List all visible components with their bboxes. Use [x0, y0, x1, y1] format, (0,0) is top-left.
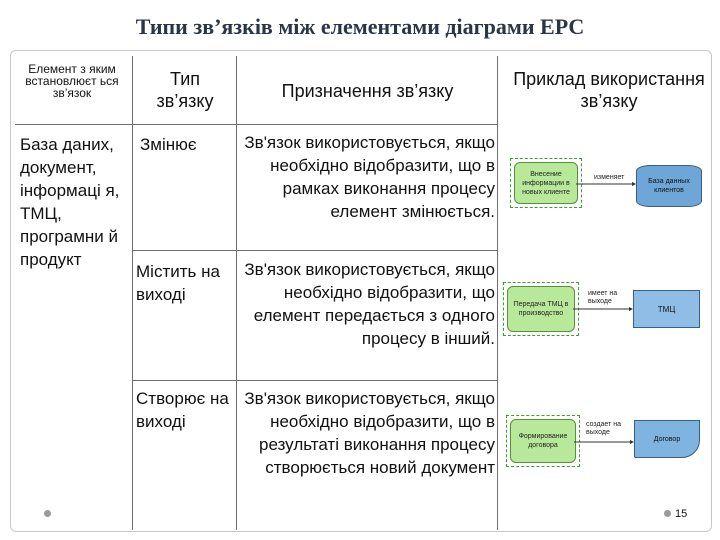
row3-type: Створює на виході — [136, 389, 229, 431]
example1-function: Внесение информации в новых клиенте — [514, 162, 578, 204]
example3-object: Договор — [634, 420, 700, 458]
header-example: Приклад використання зв’язку — [513, 69, 705, 111]
header-purpose: Призначення зв’язку — [281, 81, 454, 101]
column-divider-1 — [132, 56, 133, 530]
header-divider — [15, 124, 497, 125]
example1-arrow — [576, 182, 636, 186]
page-number: 15 — [675, 508, 688, 520]
row1-purpose: Зв'язок використовується, якщо необхідно відобразити, що в рамках виконання процесу елемент змінюється. — [244, 133, 495, 221]
row2-type: Містить на виході — [136, 262, 220, 304]
slide-title: Типи зв’язків між елементами діаграми ЕРС — [135, 14, 585, 39]
example2-function: Передача ТМЦ в производство — [507, 286, 575, 332]
row1-type: Змінює — [140, 135, 197, 154]
example3-function: Формирование договора — [510, 419, 576, 463]
element-cell: База даних, документ, інформаці я, ТМЦ, програмни й продукт — [20, 135, 120, 269]
example2-object: ТМЦ — [633, 290, 700, 328]
example1-object: База данных клиентов — [636, 165, 702, 207]
column-divider-2 — [236, 56, 237, 530]
row-divider-2 — [132, 380, 497, 381]
example1-link-label: изменяет — [594, 174, 625, 181]
row-divider-1 — [132, 250, 497, 251]
row2-purpose: Зв'язок використовується, якщо необхідно відобразити, що елемент передається з одного процесу в інший. — [244, 260, 495, 348]
example3-arrow — [574, 440, 634, 444]
column-divider-3 — [497, 56, 498, 530]
header-type: Тип зв’язку — [156, 69, 214, 111]
example2-link-label: имеет на выходе — [588, 290, 618, 305]
bullet-dot-left — [44, 510, 51, 517]
example3-link-label: создает на выходе — [586, 421, 621, 436]
header-element: Елемент з яким встановлюєт ься зв’язок — [25, 62, 119, 100]
bullet-dot-right — [664, 510, 671, 517]
row3-purpose: Зв'язок використовується, якщо необхідно відобразити, що в результаті виконання процесу створюється новий документ — [244, 389, 495, 477]
example2-arrow — [573, 307, 633, 311]
